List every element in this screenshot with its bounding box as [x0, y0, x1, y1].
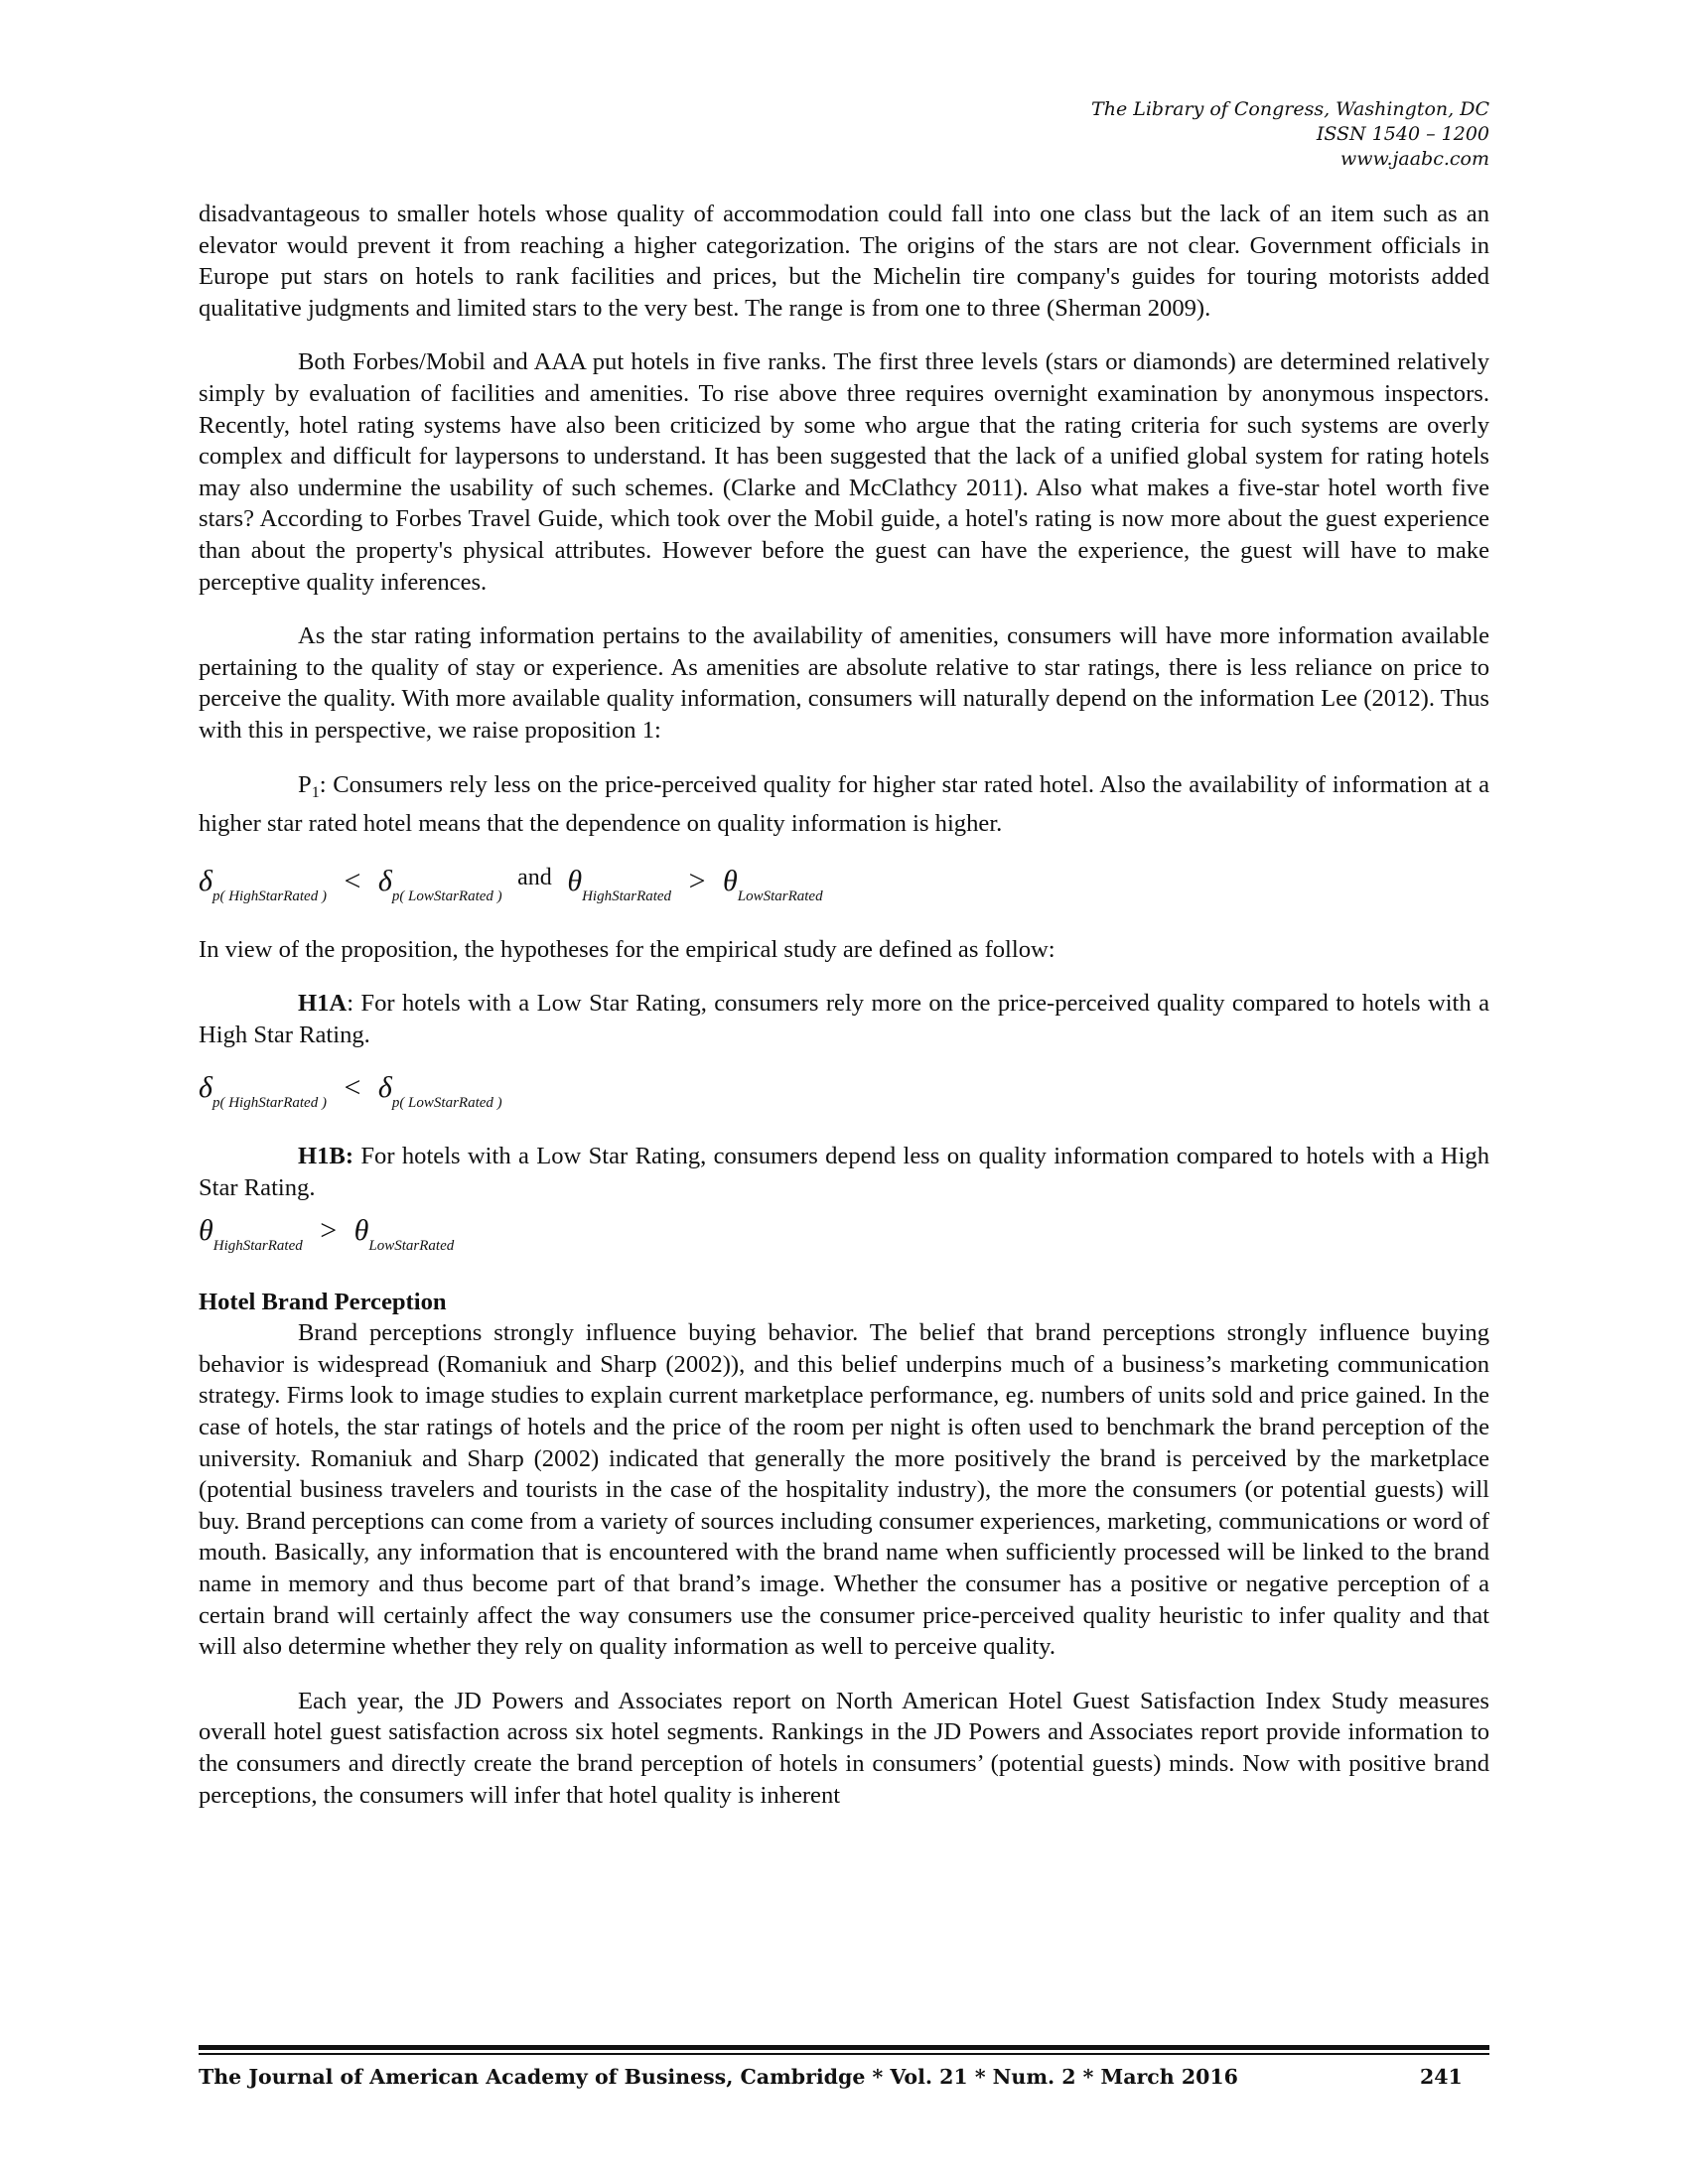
hypothesis-text: For hotels with a Low Star Rating, consumers depend less on quality information compared to hotels with a High Star Rating. [199, 1143, 1489, 1202]
hypothesis-h1b [199, 1141, 1489, 1203]
formula-subscript: p( HighStarRated ) [211, 887, 327, 904]
paragraph: Both Forbes/Mobil and AAA put hotels in five ranks. The first three levels (stars or diamonds) are determined relatively simply by evaluation of facilities and amenities. To rise above three requires overnight examination by anonymous inspectors. Recently, hotel rating systems have also been criticized by some who argue that the rating criteria for such systems are overly complex and difficult for laypersons to understand. It has been suggested that the lack of a unified global system for rating hotels may also undermine the usability of such schemes. (Clarke and McClathcy 2011). Also what makes a five-star hotel worth five stars? According to Forbes Travel Guide, which took over the Mobil guide, a hotel's rating is now more about the guest experience than about the property's physical attributes. However before the guest can have the experience, the guest will have to make perceptive quality inferences. [199, 348, 1489, 596]
theta-symbol: θ [567, 864, 583, 897]
formula-subscript: p( HighStarRated ) [211, 1095, 327, 1112]
hypothesis-label: H1B: [298, 1143, 354, 1170]
header-issn: ISSN 1540 – 1200 [1316, 123, 1489, 145]
greater-than-operator: > [320, 1213, 338, 1247]
theta-symbol: θ [199, 1213, 213, 1247]
proposition-1 [199, 769, 1489, 840]
formula-subscript: HighStarRated [212, 1237, 303, 1254]
paragraph: As the star rating information pertains to the availability of amenities, consumers will have more information available pertaining to the quality of stay or experience. As amenities are absolute relative to star ratings, there is less reliance on price to perceive the quality. With more available quality information, consumers will naturally depend on the information Lee (2012). Thus with this in perspective, we raise proposition 1: [199, 622, 1489, 744]
proposition-formula [199, 859, 1489, 915]
h1b-formula [199, 1212, 1489, 1265]
formula-subscript: HighStarRated [582, 887, 672, 904]
theta-symbol: θ [353, 1213, 369, 1247]
formula-subscript: p( LowStarRated ) [391, 887, 502, 904]
delta-symbol: δ [377, 864, 392, 897]
proposition-text: : Consumers rely less on the price-perceived quality for higher star rated hotel. Also the availability of information at a higher star rated hotel means that the dependence on quality information is higher. [199, 770, 1489, 838]
hypothesis-text: : For hotels with a Low Star Rating, consumers rely more on the price-perceived quality compared to hotels with a High Star Rating. [199, 990, 1489, 1048]
and-word: and [517, 864, 552, 890]
hypothesis-h1a [199, 988, 1489, 1050]
paragraph: Brand perceptions strongly influence buying behavior. The belief that brand perceptions strongly influence buying behavior is widespread (Romaniuk and Sharp (2002)), and this belief underpins much of a business’s marketing communication strategy. Firms look to image studies to explain current marketplace performance, eg. numbers of units sold and price gained. In the case of hotels, the star ratings of hotels and the price of the room per night is often used to benchmark the brand perception of the university. Romaniuk and Sharp (2002) indicated that generally the more positively the brand is perceived by the marketplace (potential business travelers and tourists in the case of the hospitality industry), the more the consumers (or potential guests) will buy. Brand perceptions can come from a variety of sources including consumer experiences, marketing, communications or word of mouth. Basically, any information that is encountered with the brand name when sufficiently processed will be linked to the brand name in memory and thus become part of that brand’s image. Whether the consumer has a positive or negative perception of a certain brand will certainly affect the way consumers use the consumer price-perceived quality heuristic to infer quality and that will also determine whether they rely on quality information as well to perceive quality. [199, 1319, 1489, 1661]
less-than-operator: < [344, 864, 361, 897]
paragraph: Each year, the JD Powers and Associates report on North American Hotel Guest Satisfaction Index Study measures overall hotel guest satisfaction across six hotel segments. Rankings in the JD Powers and Associates report provide information to the consumers and directly create the brand perception of hotels in consumers’ (potential guests) minds. Now with positive brand perceptions, the consumers will infer that hotel quality is inherent [199, 1687, 1489, 1809]
proposition-label: P [298, 770, 312, 798]
journal-footer [199, 2065, 1489, 2089]
theta-symbol: θ [722, 864, 738, 897]
footer-journal-citation: The Journal of American Academy of Business, Cambridge * Vol. 21 * Num. 2 * March 2016 [199, 2065, 1238, 2089]
proposition-subscript: 1 [311, 783, 320, 801]
section-heading: Hotel Brand Perception [199, 1288, 447, 1315]
formula-subscript: p( LowStarRated ) [391, 1095, 502, 1112]
header-library: The Library of Congress, Washington, DC [1091, 98, 1489, 120]
journal-header [1091, 97, 1489, 172]
hypothesis-label: H1A [298, 990, 348, 1018]
greater-than-operator: > [688, 864, 706, 897]
paragraph: In view of the proposition, the hypotheses for the empirical study are defined as follow: [199, 935, 1055, 963]
less-than-operator: < [344, 1071, 361, 1105]
delta-symbol: δ [377, 1071, 392, 1105]
delta-symbol: δ [199, 1071, 212, 1105]
footer-rule [199, 2045, 1489, 2050]
formula-subscript: LowStarRated [368, 1237, 455, 1254]
paragraph: disadvantageous to smaller hotels whose quality of accommodation could fall into one class but the lack of an item such as an elevator would prevent it from reaching a higher categorization. The origins of the stars are not clear. Government officials in Europe put stars on hotels to rank facilities and prices, but the Michelin tire company's guides for touring motorists added qualitative judgments and limited stars to the very best. The range is from one to three (Sherman 2009). [199, 201, 1489, 322]
page-number: 241 [1420, 2065, 1463, 2089]
header-website: www.jaabc.com [1339, 148, 1489, 170]
delta-symbol: δ [199, 864, 212, 897]
h1a-formula [199, 1069, 1489, 1122]
formula-subscript: LowStarRated [737, 887, 823, 904]
article-body [199, 199, 1489, 1811]
footer-rule [199, 2053, 1489, 2055]
